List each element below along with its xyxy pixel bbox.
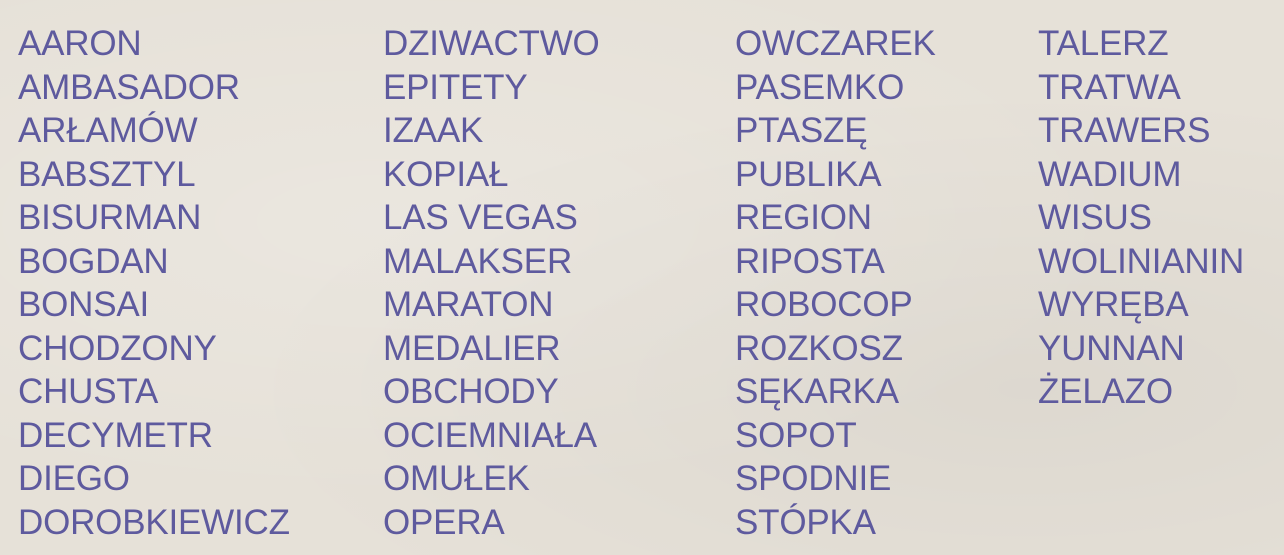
word-item: PTASZĘ [735,111,868,150]
word-item: REGION [735,198,872,237]
word-item: STÓPKA [735,502,876,542]
word-item: AMBASADOR [18,67,240,107]
word-item: CHUSTA [18,372,159,411]
word-item: OWCZAREK [735,24,936,63]
word-column-4 [1038,22,1244,414]
word-item: YUNNAN [1038,328,1185,368]
word-column-3 [735,22,936,544]
word-item: WADIUM [1038,154,1182,194]
word-item: TRAWERS [1038,111,1211,150]
word-item: TRATWA [1038,67,1181,107]
word-item: MEDALIER [383,328,561,368]
word-item: MALAKSER [383,241,573,281]
word-item: DOROBKIEWICZ [18,502,290,542]
word-item: BONSAI [18,285,150,324]
word-item: OMUŁEK [383,459,530,498]
word-item: RIPOSTA [735,241,885,281]
word-item: BOGDAN [18,241,169,281]
word-item: TALERZ [1038,24,1169,63]
word-item: IZAAK [383,111,484,150]
word-item: ARŁAMÓW [18,111,198,150]
word-item: PASEMKO [735,67,905,107]
word-item: BABSZTYL [18,154,196,194]
word-item: DECYMETR [18,415,213,455]
word-item: ŻELAZO [1038,372,1173,411]
word-item: WYRĘBA [1038,285,1189,324]
word-column-1 [18,22,290,544]
word-item: AARON [18,24,142,63]
word-item: SOPOT [735,415,857,455]
word-column-2 [383,22,600,544]
word-item: SĘKARKA [735,372,899,411]
word-item: OBCHODY [383,372,559,411]
word-item: KOPIAŁ [383,154,509,194]
word-item: WOLINIANIN [1038,241,1245,281]
word-item: SPODNIE [735,459,892,498]
word-item: ROBOCOP [735,285,913,324]
word-item: DZIWACTWO [383,24,600,63]
word-item: MARATON [383,285,554,324]
word-item: CHODZONY [18,328,217,368]
word-item: WISUS [1038,198,1152,237]
word-item: OPERA [383,502,505,542]
word-item: ROZKOSZ [735,328,903,368]
word-item: LAS VEGAS [383,198,578,237]
word-item: EPITETY [383,67,528,107]
word-item: BISURMAN [18,198,202,237]
word-item: OCIEMNIAŁA [383,415,597,455]
word-item: PUBLIKA [735,154,882,194]
word-item: DIEGO [18,459,130,498]
